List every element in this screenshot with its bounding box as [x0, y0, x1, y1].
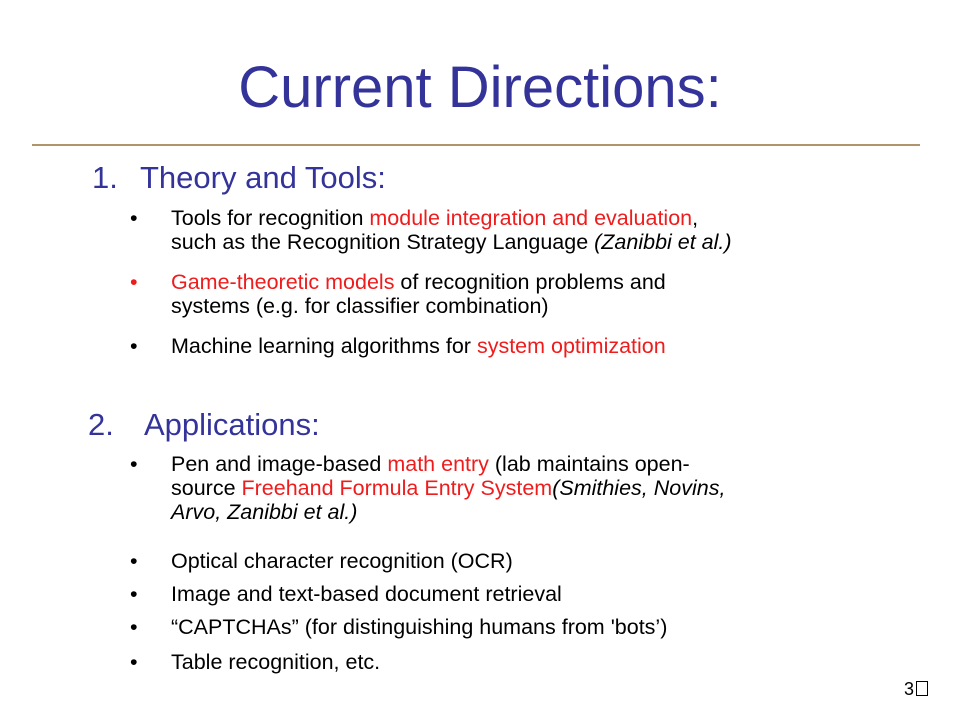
- list-item: [130, 334, 666, 358]
- bullet-citation: (Smithies, Novins,: [552, 476, 726, 500]
- bullet-line: [130, 230, 732, 254]
- bullet-text: source: [171, 476, 242, 500]
- list-item: [130, 582, 562, 606]
- bullet-text: Machine learning algorithms for: [171, 334, 477, 358]
- bullet-text: Optical character recognition (OCR): [171, 549, 513, 573]
- list-item: [130, 615, 667, 639]
- bullet-text: systems (e.g. for classifier combination): [171, 294, 549, 318]
- title-divider: [32, 144, 920, 146]
- bullet-text: “CAPTCHAs” (for distinguishing humans from 'bots’): [171, 615, 668, 639]
- section-number: 2.: [88, 407, 114, 442]
- bullet-icon: •: [130, 206, 138, 230]
- bullet-text: (lab maintains open-: [488, 452, 690, 476]
- bullet-icon: •: [130, 650, 138, 674]
- bullet-text: Image and text-based document retrieval: [171, 582, 562, 606]
- list-item: [130, 270, 666, 318]
- bullet-text: Table recognition, etc.: [171, 650, 381, 674]
- bullet-highlight: module integration and evaluation: [369, 206, 693, 230]
- bullet-icon: •: [130, 334, 138, 358]
- page-number-value: 3: [903, 679, 914, 699]
- bullet-icon: •: [130, 270, 138, 294]
- list-item: [130, 206, 732, 254]
- bullet-text: of recognition problems and: [394, 270, 666, 294]
- bullet-highlight: Game-theoretic models: [171, 270, 395, 294]
- bullet-text: ,: [692, 206, 699, 230]
- section-heading-theory: [92, 159, 386, 197]
- bullet-icon: •: [130, 452, 138, 476]
- bullet-highlight: Freehand Formula Entry System: [241, 476, 553, 500]
- page-number: [904, 678, 928, 700]
- section-title: Theory and Tools:: [140, 160, 386, 195]
- bullet-icon: •: [130, 549, 138, 573]
- placeholder-box-icon: [916, 681, 928, 696]
- bullet-text: Pen and image-based: [171, 452, 388, 476]
- section-title: Applications:: [144, 407, 320, 442]
- bullet-highlight: system optimization: [476, 334, 666, 358]
- list-item: [130, 452, 725, 524]
- section-number: 1.: [92, 160, 118, 195]
- slide-title: Current Directions:: [238, 55, 722, 120]
- section-heading-applications: [88, 406, 320, 444]
- bullet-icon: •: [130, 615, 138, 639]
- bullet-text: Tools for recognition: [171, 206, 370, 230]
- bullet-citation: Arvo, Zanibbi et al.): [171, 500, 358, 524]
- bullet-icon: •: [130, 582, 138, 606]
- bullet-line: [130, 476, 725, 500]
- bullet-citation: (Zanibbi et al.): [594, 230, 732, 254]
- list-item: [130, 650, 380, 674]
- bullet-highlight: math entry: [387, 452, 489, 476]
- list-item: [130, 549, 513, 573]
- bullet-text: such as the Recognition Strategy Language: [171, 230, 595, 254]
